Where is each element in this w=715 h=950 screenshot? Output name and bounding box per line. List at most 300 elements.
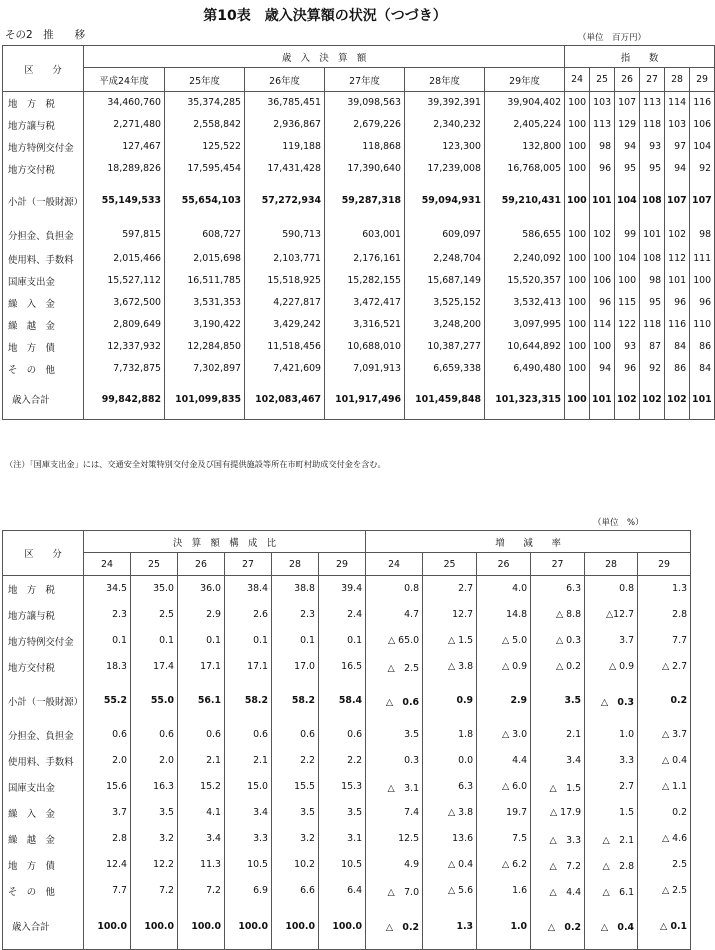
- rate-cell: 2.9: [477, 680, 531, 722]
- footnote: （注）「国庫支出金」には、交通安全対策特別交付金及び国有提供施設等所在市町村助成交付金を含む。: [5, 459, 386, 469]
- composition-cell: 38.8: [272, 576, 319, 602]
- index-cell: 100: [565, 222, 590, 248]
- index-cell: 103: [665, 114, 690, 136]
- rate-cell: △ 3.3: [531, 826, 585, 852]
- rate-cell: 2.1: [531, 722, 585, 748]
- amount-cell: 3,248,200: [405, 314, 485, 336]
- rate-cell: 14.8: [477, 602, 531, 628]
- index-year-header: 27: [640, 68, 665, 92]
- composition-cell: 15.6: [84, 774, 131, 800]
- index-cell: 95: [640, 292, 665, 314]
- index-cell: 86: [665, 358, 690, 380]
- composition-cell: 15.5: [272, 774, 319, 800]
- amount-cell: 597,815: [84, 222, 165, 248]
- amount-cell: 2,248,704: [405, 248, 485, 270]
- row-label: 地 方 債: [3, 336, 84, 358]
- rate-cell: 6.3: [531, 576, 585, 602]
- rate-cell: △ 7.2: [531, 852, 585, 878]
- row-label: そ の 他: [3, 358, 84, 380]
- comp-year-header: 24: [84, 553, 131, 576]
- index-cell: 84: [690, 358, 715, 380]
- amount-cell: 2,176,161: [325, 248, 405, 270]
- table-row: [3, 852, 691, 878]
- composition-cell: 2.8: [84, 826, 131, 852]
- rate-cell: 12.7: [423, 602, 477, 628]
- amount-cell: 102,083,467: [245, 380, 325, 420]
- amount-cell: 15,527,112: [84, 270, 165, 292]
- index-cell: 108: [640, 248, 665, 270]
- index-cell: 104: [615, 248, 640, 270]
- rate-cell: 7.5: [477, 826, 531, 852]
- amount-cell: 17,431,428: [245, 158, 325, 180]
- amount-cell: 3,429,242: [245, 314, 325, 336]
- row-label: 国庫支出金: [3, 270, 84, 292]
- composition-cell: 2.3: [272, 602, 319, 628]
- amount-cell: 609,097: [405, 222, 485, 248]
- amount-cell: 118,868: [325, 136, 405, 158]
- index-cell: 100: [565, 336, 590, 358]
- row-label: 地方譲与税: [3, 114, 84, 136]
- amount-cell: 59,210,431: [485, 180, 565, 222]
- amount-cell: 16,511,785: [165, 270, 245, 292]
- table-row: [3, 358, 715, 380]
- rate-cell: △ 0.4: [585, 904, 638, 950]
- index-cell: 101: [590, 180, 615, 222]
- table-row: [3, 628, 691, 654]
- rate-cell: 12.5: [366, 826, 423, 852]
- composition-cell: 56.1: [178, 680, 225, 722]
- index-cell: 106: [590, 270, 615, 292]
- amount-cell: 2,558,842: [165, 114, 245, 136]
- table-row: [3, 654, 691, 680]
- amount-cell: 17,239,008: [405, 158, 485, 180]
- table-row: [3, 774, 691, 800]
- amount-cell: 59,094,931: [405, 180, 485, 222]
- amount-cell: 2,405,224: [485, 114, 565, 136]
- rate-cell: △ 0.4: [423, 852, 477, 878]
- table-row: [3, 292, 715, 314]
- amount-cell: 57,272,934: [245, 180, 325, 222]
- composition-cell: 7.2: [178, 878, 225, 904]
- composition-cell: 11.3: [178, 852, 225, 878]
- index-cell: 100: [565, 158, 590, 180]
- rate-cell: 7.4: [366, 800, 423, 826]
- section-subtitle: その2 推 移: [5, 29, 86, 41]
- composition-cell: 0.1: [131, 628, 178, 654]
- index-cell: 106: [690, 114, 715, 136]
- year-header: 27年度: [325, 68, 405, 92]
- table-row: [3, 114, 715, 136]
- composition-cell: 0.1: [272, 628, 319, 654]
- row-label: 地 方 税: [3, 576, 84, 602]
- rate-cell: △ 7.0: [366, 878, 423, 904]
- rate-cell: △ 0.3: [585, 680, 638, 722]
- composition-rate-table: [2, 530, 691, 950]
- table-row: [3, 180, 715, 222]
- rate-cell: △ 0.2: [531, 654, 585, 680]
- composition-cell: 4.1: [178, 800, 225, 826]
- rate-cell: △ 2.7: [638, 654, 691, 680]
- composition-cell: 7.2: [131, 878, 178, 904]
- amount-cell: 119,188: [245, 136, 325, 158]
- comp-year-header: 28: [272, 553, 319, 576]
- amount-cell: 7,421,609: [245, 358, 325, 380]
- composition-cell: 15.0: [225, 774, 272, 800]
- rate-year-header: 29: [638, 553, 691, 576]
- index-cell: 99: [615, 222, 640, 248]
- index-cell: 114: [590, 314, 615, 336]
- rate-cell: △ 0.3: [531, 628, 585, 654]
- amount-cell: 55,149,533: [84, 180, 165, 222]
- amount-cell: 3,316,521: [325, 314, 405, 336]
- index-cell: 102: [615, 380, 640, 420]
- index-year-header: 25: [590, 68, 615, 92]
- amount-cell: 101,459,848: [405, 380, 485, 420]
- comp-year-header: 25: [131, 553, 178, 576]
- index-cell: 86: [690, 336, 715, 358]
- rate-year-header: 24: [366, 553, 423, 576]
- amount-cell: 35,374,285: [165, 92, 245, 114]
- row-label: 使用料、手数料: [3, 748, 84, 774]
- rate-cell: △ 0.2: [531, 904, 585, 950]
- rate-cell: 2.7: [585, 774, 638, 800]
- row-label: 地方交付税: [3, 158, 84, 180]
- composition-cell: 35.0: [131, 576, 178, 602]
- amount-cell: 101,099,835: [165, 380, 245, 420]
- year-header: 25年度: [165, 68, 245, 92]
- index-cell: 116: [690, 92, 715, 114]
- row-label: 小計（一般財源）: [3, 180, 84, 222]
- rate-cell: 4.9: [366, 852, 423, 878]
- composition-cell: 0.6: [225, 722, 272, 748]
- amount-cell: 132,800: [485, 136, 565, 158]
- composition-cell: 2.2: [319, 748, 366, 774]
- index-cell: 94: [665, 158, 690, 180]
- composition-cell: 0.6: [272, 722, 319, 748]
- composition-cell: 2.4: [319, 602, 366, 628]
- rate-cell: 0.0: [423, 748, 477, 774]
- rate-cell: 0.9: [423, 680, 477, 722]
- comp-year-header: 26: [178, 553, 225, 576]
- row-label: そ の 他: [3, 878, 84, 904]
- composition-cell: 3.4: [178, 826, 225, 852]
- index-cell: 100: [565, 114, 590, 136]
- index-cell: 96: [590, 292, 615, 314]
- index-cell: 104: [615, 180, 640, 222]
- composition-cell: 100.0: [131, 904, 178, 950]
- amount-cell: 16,768,005: [485, 158, 565, 180]
- composition-cell: 17.4: [131, 654, 178, 680]
- amount-cell: 10,387,277: [405, 336, 485, 358]
- row-label: 地方特例交付金: [3, 136, 84, 158]
- composition-cell: 3.5: [319, 800, 366, 826]
- index-cell: 104: [690, 136, 715, 158]
- index-cell: 100: [565, 136, 590, 158]
- index-cell: 107: [615, 92, 640, 114]
- amount-cell: 12,337,932: [84, 336, 165, 358]
- rate-cell: △ 1.5: [423, 628, 477, 654]
- row-label: 分担金、負担金: [3, 222, 84, 248]
- rate-cell: 3.5: [531, 680, 585, 722]
- composition-cell: 0.6: [319, 722, 366, 748]
- table-row: [3, 602, 691, 628]
- amount-cell: 39,098,563: [325, 92, 405, 114]
- unit-label-millions: （単位 百万円）: [578, 33, 647, 43]
- amount-cell: 2,809,649: [84, 314, 165, 336]
- rate-cell: △ 0.2: [366, 904, 423, 950]
- index-cell: 102: [590, 222, 615, 248]
- amount-cell: 7,732,875: [84, 358, 165, 380]
- composition-cell: 100.0: [225, 904, 272, 950]
- composition-cell: 12.2: [131, 852, 178, 878]
- revenue-amount-table: [2, 45, 715, 420]
- composition-cell: 100.0: [272, 904, 319, 950]
- composition-cell: 0.1: [225, 628, 272, 654]
- row-label: 繰 入 金: [3, 292, 84, 314]
- index-cell: 100: [615, 270, 640, 292]
- index-cell: 100: [565, 314, 590, 336]
- row-label: 地 方 税: [3, 92, 84, 114]
- header-kubun-2: 区 分: [3, 531, 84, 576]
- amount-cell: 34,460,760: [84, 92, 165, 114]
- rate-cell: △ 3.0: [477, 722, 531, 748]
- rate-cell: △ 3.7: [638, 722, 691, 748]
- row-label: 分担金、負担金: [3, 722, 84, 748]
- amount-cell: 3,097,995: [485, 314, 565, 336]
- row-label: 地方譲与税: [3, 602, 84, 628]
- index-cell: 112: [665, 248, 690, 270]
- index-cell: 92: [640, 358, 665, 380]
- rate-cell: △ 3.8: [423, 800, 477, 826]
- index-cell: 95: [615, 158, 640, 180]
- index-cell: 107: [690, 180, 715, 222]
- index-cell: 102: [640, 380, 665, 420]
- index-cell: 94: [615, 136, 640, 158]
- rate-cell: △ 6.2: [477, 852, 531, 878]
- amount-cell: 15,282,155: [325, 270, 405, 292]
- index-cell: 101: [690, 380, 715, 420]
- composition-cell: 17.1: [225, 654, 272, 680]
- amount-cell: 2,015,466: [84, 248, 165, 270]
- amount-cell: 586,655: [485, 222, 565, 248]
- rate-cell: △ 17.9: [531, 800, 585, 826]
- rate-cell: 1.5: [585, 800, 638, 826]
- rate-year-header: 26: [477, 553, 531, 576]
- index-cell: 100: [565, 358, 590, 380]
- composition-cell: 0.1: [178, 628, 225, 654]
- table-row: [3, 270, 715, 292]
- amount-cell: 10,644,892: [485, 336, 565, 358]
- composition-cell: 18.3: [84, 654, 131, 680]
- composition-cell: 2.2: [272, 748, 319, 774]
- index-cell: 96: [690, 292, 715, 314]
- composition-cell: 3.4: [225, 800, 272, 826]
- rate-cell: 13.6: [423, 826, 477, 852]
- composition-cell: 55.2: [84, 680, 131, 722]
- amount-cell: 125,522: [165, 136, 245, 158]
- comp-year-header: 29: [319, 553, 366, 576]
- header-composition: 決 算 額 構 成 比: [84, 531, 366, 553]
- table-row: [3, 800, 691, 826]
- composition-cell: 100.0: [319, 904, 366, 950]
- amount-cell: 10,688,010: [325, 336, 405, 358]
- index-cell: 110: [690, 314, 715, 336]
- rate-cell: △ 5.0: [477, 628, 531, 654]
- rate-cell: 4.0: [477, 576, 531, 602]
- composition-cell: 7.7: [84, 878, 131, 904]
- index-cell: 87: [640, 336, 665, 358]
- composition-cell: 10.5: [319, 852, 366, 878]
- composition-cell: 17.0: [272, 654, 319, 680]
- table-row: [3, 722, 691, 748]
- rate-cell: 2.5: [638, 852, 691, 878]
- composition-cell: 2.3: [84, 602, 131, 628]
- amount-cell: 11,518,456: [245, 336, 325, 358]
- composition-cell: 100.0: [84, 904, 131, 950]
- index-cell: 98: [640, 270, 665, 292]
- rate-cell: 0.8: [585, 576, 638, 602]
- amount-cell: 123,300: [405, 136, 485, 158]
- composition-cell: 0.6: [178, 722, 225, 748]
- composition-cell: 38.4: [225, 576, 272, 602]
- composition-cell: 2.1: [225, 748, 272, 774]
- index-cell: 111: [690, 248, 715, 270]
- composition-cell: 100.0: [178, 904, 225, 950]
- amount-cell: 2,271,480: [84, 114, 165, 136]
- composition-cell: 58.2: [225, 680, 272, 722]
- composition-cell: 17.1: [178, 654, 225, 680]
- rate-year-header: 25: [423, 553, 477, 576]
- composition-cell: 6.9: [225, 878, 272, 904]
- row-label: 地方交付税: [3, 654, 84, 680]
- header-change-rate: 増 減 率: [366, 531, 691, 553]
- index-cell: 114: [665, 92, 690, 114]
- row-label: 使用料、手数料: [3, 248, 84, 270]
- composition-cell: 3.7: [84, 800, 131, 826]
- rate-cell: 3.7: [585, 628, 638, 654]
- rate-cell: △ 3.1: [366, 774, 423, 800]
- index-cell: 107: [665, 180, 690, 222]
- composition-cell: 3.5: [272, 800, 319, 826]
- rate-cell: 2.8: [638, 602, 691, 628]
- rate-cell: 1.3: [423, 904, 477, 950]
- amount-cell: 15,520,357: [485, 270, 565, 292]
- amount-cell: 3,472,417: [325, 292, 405, 314]
- rate-cell: △ 6.0: [477, 774, 531, 800]
- composition-cell: 0.1: [84, 628, 131, 654]
- composition-cell: 2.0: [131, 748, 178, 774]
- index-cell: 98: [690, 222, 715, 248]
- rate-cell: 6.3: [423, 774, 477, 800]
- amount-cell: 15,687,149: [405, 270, 485, 292]
- composition-cell: 58.4: [319, 680, 366, 722]
- index-cell: 100: [565, 270, 590, 292]
- year-header: 26年度: [245, 68, 325, 92]
- rate-cell: △ 5.6: [423, 878, 477, 904]
- rate-cell: △ 2.8: [585, 852, 638, 878]
- rate-cell: 1.3: [638, 576, 691, 602]
- composition-cell: 0.1: [319, 628, 366, 654]
- row-label: 地方特例交付金: [3, 628, 84, 654]
- amount-cell: 2,340,232: [405, 114, 485, 136]
- amount-cell: 2,936,867: [245, 114, 325, 136]
- rate-year-header: 28: [585, 553, 638, 576]
- amount-cell: 18,289,826: [84, 158, 165, 180]
- table-row: [3, 136, 715, 158]
- amount-cell: 2,015,698: [165, 248, 245, 270]
- rate-cell: △ 8.8: [531, 602, 585, 628]
- index-cell: 100: [565, 180, 590, 222]
- rate-cell: △ 4.6: [638, 826, 691, 852]
- year-header: 平成24年度: [84, 68, 165, 92]
- rate-year-header: 27: [531, 553, 585, 576]
- index-cell: 92: [690, 158, 715, 180]
- composition-cell: 10.2: [272, 852, 319, 878]
- row-label: 歳入合計: [3, 380, 84, 420]
- index-cell: 96: [590, 158, 615, 180]
- composition-cell: 2.0: [84, 748, 131, 774]
- index-cell: 100: [590, 336, 615, 358]
- amount-cell: 590,713: [245, 222, 325, 248]
- table-row: [3, 314, 715, 336]
- rate-cell: △ 0.9: [477, 654, 531, 680]
- table-row: [3, 336, 715, 358]
- amount-cell: 39,392,391: [405, 92, 485, 114]
- amount-cell: 7,302,897: [165, 358, 245, 380]
- index-cell: 93: [640, 136, 665, 158]
- header-index: 指 数: [565, 46, 715, 68]
- amount-cell: 6,490,480: [485, 358, 565, 380]
- table-row: [3, 92, 715, 114]
- composition-cell: 6.4: [319, 878, 366, 904]
- amount-cell: 55,654,103: [165, 180, 245, 222]
- index-cell: 103: [590, 92, 615, 114]
- composition-cell: 2.5: [131, 602, 178, 628]
- row-label: 歳入合計: [3, 904, 84, 950]
- header-kubun: 区 分: [3, 46, 84, 92]
- rate-cell: 7.7: [638, 628, 691, 654]
- amount-cell: 39,904,402: [485, 92, 565, 114]
- amount-cell: 3,190,422: [165, 314, 245, 336]
- composition-cell: 15.3: [319, 774, 366, 800]
- index-cell: 113: [640, 92, 665, 114]
- amount-cell: 4,227,817: [245, 292, 325, 314]
- amount-cell: 12,284,850: [165, 336, 245, 358]
- index-cell: 101: [640, 222, 665, 248]
- index-year-header: 28: [665, 68, 690, 92]
- amount-cell: 59,287,318: [325, 180, 405, 222]
- composition-cell: 36.0: [178, 576, 225, 602]
- rate-cell: △ 6.1: [585, 878, 638, 904]
- table-row: [3, 248, 715, 270]
- index-cell: 100: [565, 292, 590, 314]
- composition-cell: 34.5: [84, 576, 131, 602]
- composition-cell: 6.6: [272, 878, 319, 904]
- index-cell: 113: [590, 114, 615, 136]
- table-row: [3, 878, 691, 904]
- amount-cell: 17,595,454: [165, 158, 245, 180]
- index-cell: 118: [640, 314, 665, 336]
- index-cell: 108: [640, 180, 665, 222]
- rate-cell: △ 2.1: [585, 826, 638, 852]
- index-year-header: 24: [565, 68, 590, 92]
- row-label: 国庫支出金: [3, 774, 84, 800]
- rate-cell: 0.3: [366, 748, 423, 774]
- index-year-header: 26: [615, 68, 640, 92]
- index-cell: 118: [640, 114, 665, 136]
- index-cell: 97: [665, 136, 690, 158]
- amount-cell: 3,531,353: [165, 292, 245, 314]
